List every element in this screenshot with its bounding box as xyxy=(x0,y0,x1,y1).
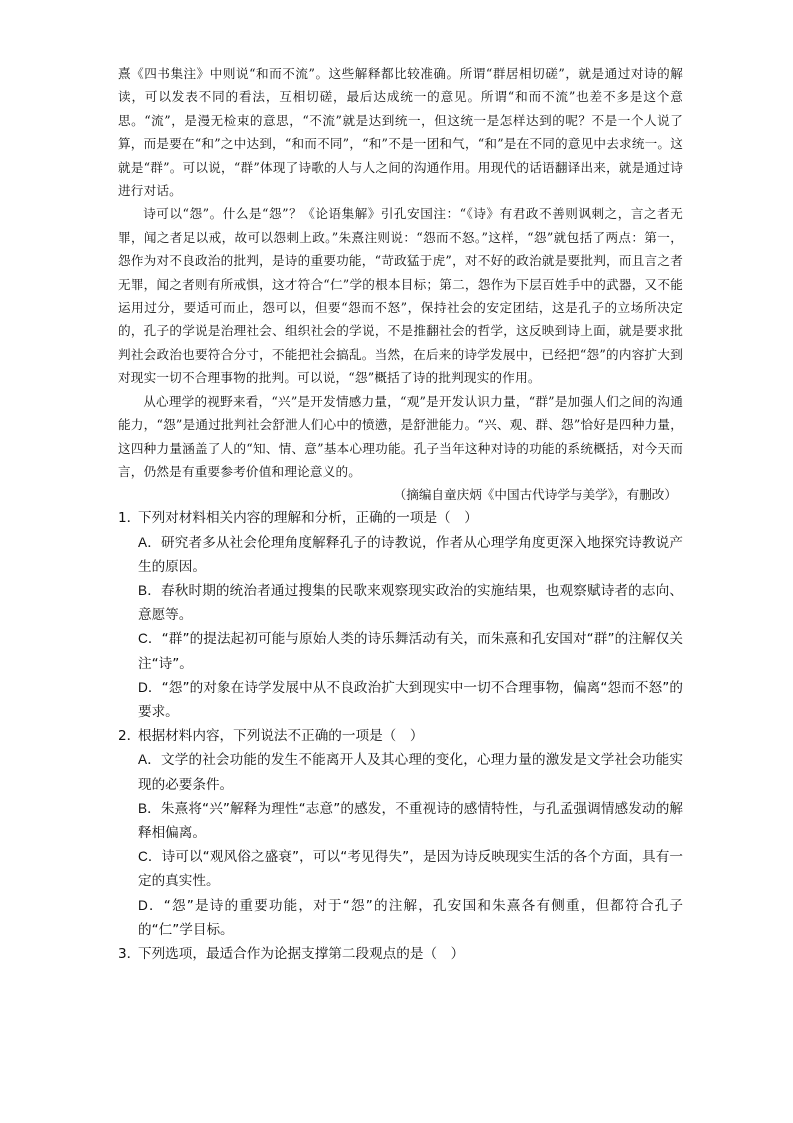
option-text: “怨”的对象在诗学发展中从不良政治扩大到现实中一切不合理事物，偏离“怨而不怒”的要求。 xyxy=(138,679,683,720)
option-text: “群”的提法起初可能与原始人类的诗乐舞活动有关，而朱熹和孔安国对“群”的注解仅关注“诗”。 xyxy=(138,631,683,672)
passage-paragraph-3: 从心理学的视野来看，“兴”是开发情感力量，“观”是开发认识力量，“群”是加强人们之间的沟通能力，“怨”是通过批判社会舒泄人们心中的愤懑，是舒泄能力。“兴、观、群、怨”恰好是四种力量，这四种力量涵盖了人的“知、情、意”基本心理功能。孔子当年这种对诗的功能的系统概括，对今天而言，仍然是有重要参考价值和理论意义的。 xyxy=(118,393,683,479)
question-1 xyxy=(118,506,683,724)
option-d[interactable] xyxy=(118,676,683,724)
option-letter: A． xyxy=(138,534,161,550)
option-d[interactable] xyxy=(118,894,683,942)
question-number: 2． xyxy=(118,728,141,745)
option-text: “怨”是诗的重要功能，对于“怨”的注解，孔安国和朱熹各有侧重，但都符合孔子的“仁”学目标。 xyxy=(138,897,683,938)
question-2 xyxy=(118,724,683,942)
question-3 xyxy=(118,942,683,966)
option-letter: B． xyxy=(138,582,161,598)
question-number: 1． xyxy=(118,510,141,527)
option-text: 诗可以“观风俗之盛衰”，可以“考见得失”，是因为诗反映现实生活的各个方面，具有一定的真实性。 xyxy=(138,849,683,890)
question-stem xyxy=(118,942,683,966)
question-text: 根据材料内容，下列说法不正确的一项是（ ） xyxy=(138,728,424,745)
option-text: 春秋时期的统治者通过搜集的民歌来观察现实政治的实施结果，也观察赋诗者的志向、意愿等。 xyxy=(138,582,683,624)
passage-paragraph-2: 诗可以“怨”。什么是“怨”？《论语集解》引孔安国注：“《诗》有君政不善则讽刺之，言之者无罪，闻之者足以戒，故可以怨刺上政。”朱熹注则说：“怨而不怒。”这样，“怨”就包括了两点：第一，怨作为对不良政治的批判，是诗的重要功能，“苛政猛于虎”，对不好的政治就是要批判，而且言之者无罪，闻之者则有所戒惧，这才符合“仁”学的根本目标；第二，怨作为下层百姓手中的武器，又不能运用过分，要适可而止，怨可以，但要“怨而不怒”，保持社会的安定团结，这是孔子的立场所决定的，孔子的学说是治理社会、组织社会的学说，不是推翻社会的哲学，这反映到诗上面，就是要求批判社会政治也要符合分寸，不能把社会搞乱。当然，在后来的诗学发展中，已经把“怨”的内容扩大到对现实一切不合理事物的批判。可以说，“怨”概括了诗的批判现实的作用。 xyxy=(118,206,683,386)
option-letter: D． xyxy=(138,897,164,913)
question-text: 下列对材料相关内容的理解和分析，正确的一项是（ ） xyxy=(138,510,478,527)
option-a[interactable] xyxy=(118,748,683,796)
question-stem xyxy=(118,724,683,748)
option-a[interactable] xyxy=(118,531,683,579)
option-b[interactable] xyxy=(118,797,683,845)
option-b[interactable] xyxy=(118,579,683,627)
option-letter: A． xyxy=(138,752,161,768)
question-text: 下列选项，最适合作为论据支撑第二段观点的是（ ） xyxy=(138,945,465,962)
option-text: 文学的社会功能的发生不能离开人及其心理的变化，心理力量的激发是文学社会功能实现的必要条件。 xyxy=(138,752,683,793)
option-c[interactable] xyxy=(118,627,683,675)
document-page xyxy=(118,62,683,966)
passage-source: （摘编自童庆炳《中国古代诗学与美学》，有删改） xyxy=(393,487,677,503)
option-text: 朱熹将“兴”解释为理性“志意”的感发，不重视诗的感情特性，与孔孟强调情感发动的解释相偏离。 xyxy=(138,800,683,841)
option-c[interactable] xyxy=(118,845,683,893)
question-stem xyxy=(118,506,683,530)
question-number: 3． xyxy=(118,945,141,962)
option-letter: D． xyxy=(138,679,162,695)
option-text: 研究者多从社会伦理角度解释孔子的诗教说，作者从心理学角度更深入地探究诗教说产生的原因。 xyxy=(138,534,683,575)
option-letter: C． xyxy=(138,849,162,865)
option-letter: C． xyxy=(138,631,162,647)
passage-paragraph-1: 熹《四书集注》中则说“和而不流”。这些解释都比较准确。所谓“群居相切磋”，就是通过对诗的解读，可以发表不同的看法，互相切磋，最后达成统一的意见。所谓“和而不流”也差不多是这个意思。“流”，是漫无检束的意思，“不流”就是达到统一，但这统一是怎样达到的呢？不是一个人说了算，而是要在“和”之中达到，“和而不同”，“和”不是一团和气，“和”是在不同的意见中去求统一。这就是“群”。可以说，“群”体现了诗歌的人与人之间的沟通作用。用现代的话语翻译出来，就是通过诗进行对话。 xyxy=(118,66,683,199)
option-letter: B． xyxy=(138,800,161,816)
